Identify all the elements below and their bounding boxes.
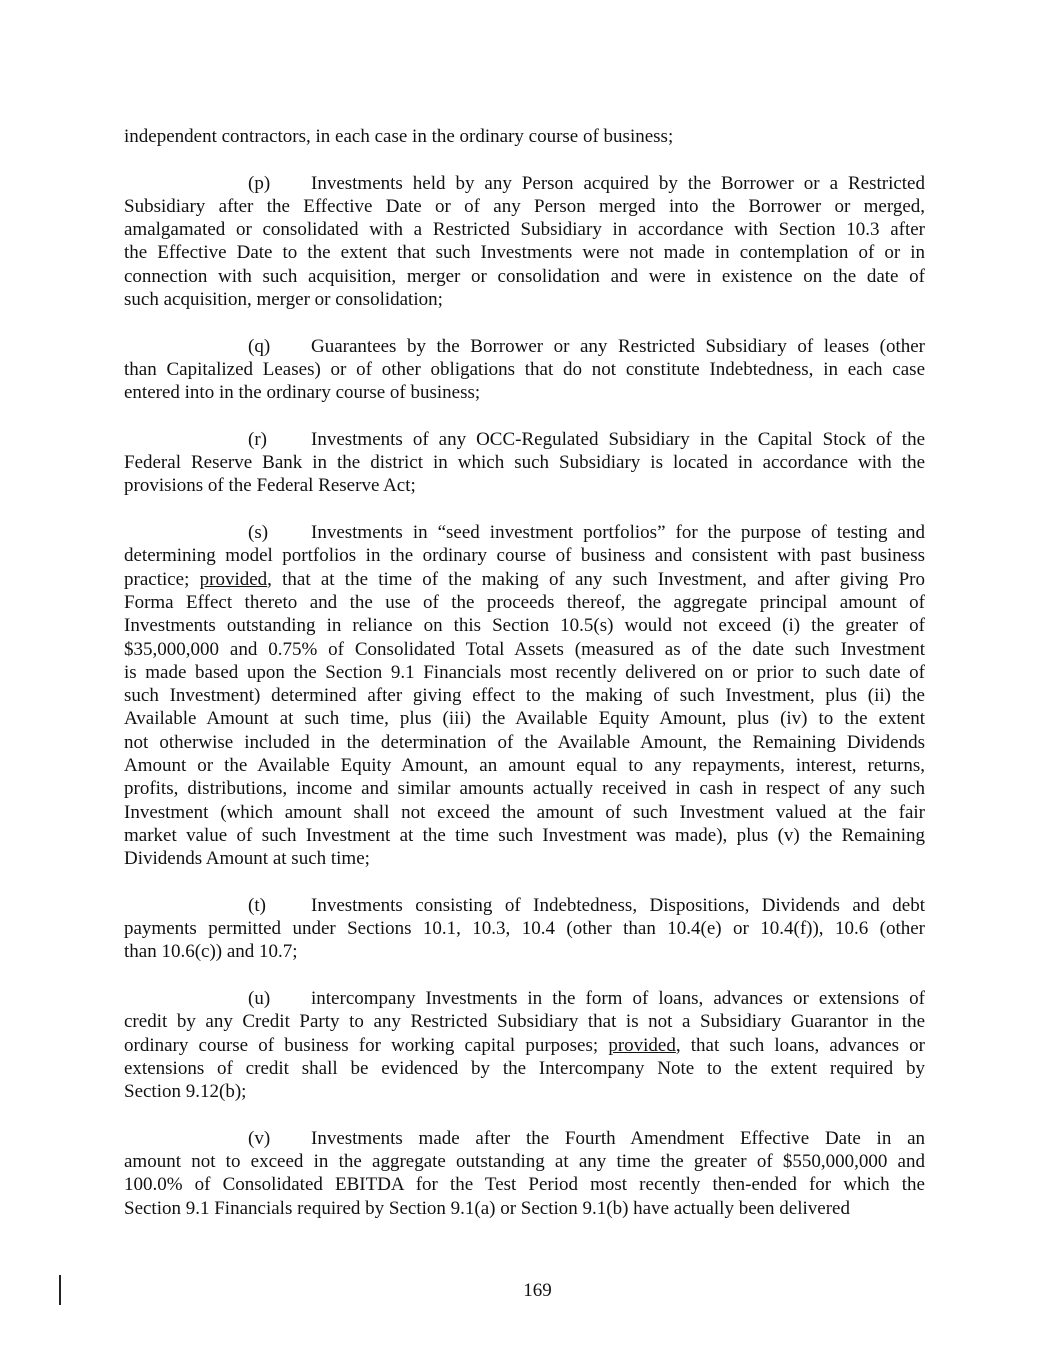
underlined-term: provided <box>199 568 268 590</box>
text-line: not otherwise included in the determination of the Available Amount, the Remaining Dividends <box>124 731 925 753</box>
text-line: is made based upon the Section 9.1 Financials most recently delivered on or prior to such date of <box>124 661 925 683</box>
clause-text: Investments in “seed investment portfolios” for the purpose of testing and <box>311 522 925 544</box>
paragraph-p <box>124 172 925 312</box>
clause-label: (p) <box>248 172 271 194</box>
clause-text: Investments consisting of Indebtedness, Dispositions, Dividends and debt <box>311 894 925 916</box>
text-line: payments permitted under Sections 10.1, 10.3, 10.4 (other than 10.4(e) or 10.4(f)), 10.6 (other <box>124 918 925 940</box>
clause-label: (u) <box>248 987 271 1009</box>
text-line: independent contractors, in each case in the ordinary course of business; <box>124 126 674 147</box>
text-line <box>124 1127 925 1150</box>
paragraph-t <box>124 894 925 964</box>
clause-label: (q) <box>248 335 271 357</box>
text-line: provisions of the Federal Reserve Act; <box>124 475 416 497</box>
text-line: ordinary course of business for working capital purposes; provided, that such loans, advances or <box>124 1034 925 1056</box>
underlined-term: provided <box>608 1034 676 1056</box>
text-line: credit by any Credit Party to any Restricted Subsidiary that is not a Subsidiary Guarantor in the <box>124 1011 925 1033</box>
clause-label: (s) <box>248 522 269 544</box>
text-line: Subsidiary after the Effective Date or of any Person merged into the Borrower or merged, <box>124 195 925 217</box>
text-line: entered into in the ordinary course of business; <box>124 382 481 404</box>
text-line: than 10.6(c)) and 10.7; <box>124 941 298 963</box>
paragraph-u <box>124 987 925 1103</box>
text-line: profits, distributions, income and similar amounts actually received in cash in respect of any such <box>124 778 925 800</box>
text-line: amalgamated or consolidated with a Restricted Subsidiary in accordance with Section 10.3 after <box>124 219 925 241</box>
text-line: practice; provided, that at the time of the making of any such Investment, and after giving Pro <box>124 568 925 590</box>
text-line: the Effective Date to the extent that such Investments were not made in contemplation of or in <box>124 242 925 264</box>
text-line: Amount or the Available Equity Amount, an amount equal to any repayments, interest, returns, <box>124 755 925 777</box>
text-line <box>124 335 925 358</box>
paragraph-v <box>124 1127 925 1220</box>
clause-text: Investments made after the Fourth Amendment Effective Date in an <box>311 1127 925 1149</box>
paragraph-r <box>124 428 925 498</box>
paragraph-s <box>124 521 925 870</box>
page-number: 169 <box>523 1280 552 1301</box>
text-line: Section 9.12(b); <box>124 1081 247 1103</box>
text-line <box>124 521 925 544</box>
text-line <box>124 172 925 195</box>
text-line: Forma Effect thereto and the use of the proceeds thereof, the aggregate principal amount of <box>124 591 925 613</box>
clause-label: (v) <box>248 1127 271 1149</box>
text-line: than Capitalized Leases) or of other obligations that do not constitute Indebtedness, in each case <box>124 358 925 380</box>
text-line: Available Amount at such time, plus (iii) the Available Equity Amount, plus (iv) to the extent <box>124 708 925 730</box>
text-line: market value of such Investment at the time such Investment was made), plus (v) the Remaining <box>124 824 925 846</box>
clause-text: Investments held by any Person acquired by the Borrower or a Restricted <box>311 172 925 194</box>
text-line: such acquisition, merger or consolidation; <box>124 289 443 311</box>
document-body <box>124 125 925 1243</box>
text-line <box>124 894 925 917</box>
clause-label: (r) <box>248 428 267 450</box>
clause-text: Investments of any OCC-Regulated Subsidiary in the Capital Stock of the <box>311 428 925 450</box>
text-line: connection with such acquisition, merger or consolidation and were in existence on the date of <box>124 265 925 287</box>
paragraph <box>124 125 925 148</box>
text-line: such Investment) determined after giving effect to the making of such Investment, plus (ii) the <box>124 685 925 707</box>
clause-label: (t) <box>248 894 266 916</box>
text-line: Federal Reserve Bank in the district in which such Subsidiary is located in accordance with the <box>124 452 925 474</box>
text-line: $35,000,000 and 0.75% of Consolidated Total Assets (measured as of the date such Investment <box>124 638 925 660</box>
text-line: extensions of credit shall be evidenced by the Intercompany Note to the extent required by <box>124 1057 925 1079</box>
text-line: 100.0% of Consolidated EBITDA for the Test Period most recently then-ended for which the <box>124 1174 925 1196</box>
text-line <box>124 428 925 451</box>
text-line: Dividends Amount at such time; <box>124 848 370 870</box>
text-line: determining model portfolios in the ordinary course of business and consistent with past business <box>124 545 925 567</box>
paragraph-q <box>124 335 925 405</box>
text-line: Investments outstanding in reliance on this Section 10.5(s) would not exceed (i) the greater of <box>124 615 925 637</box>
text-line: amount not to exceed in the aggregate outstanding at any time the greater of $550,000,000 and <box>124 1151 925 1173</box>
text-line <box>124 987 925 1010</box>
clause-text: Guarantees by the Borrower or any Restricted Subsidiary of leases (other <box>311 335 925 357</box>
text-line: Investment (which amount shall not exceed the amount of such Investment valued at the fair <box>124 801 925 823</box>
text-line: Section 9.1 Financials required by Section 9.1(a) or Section 9.1(b) have actually been delivered <box>124 1197 850 1219</box>
clause-text: intercompany Investments in the form of loans, advances or extensions of <box>311 987 925 1009</box>
